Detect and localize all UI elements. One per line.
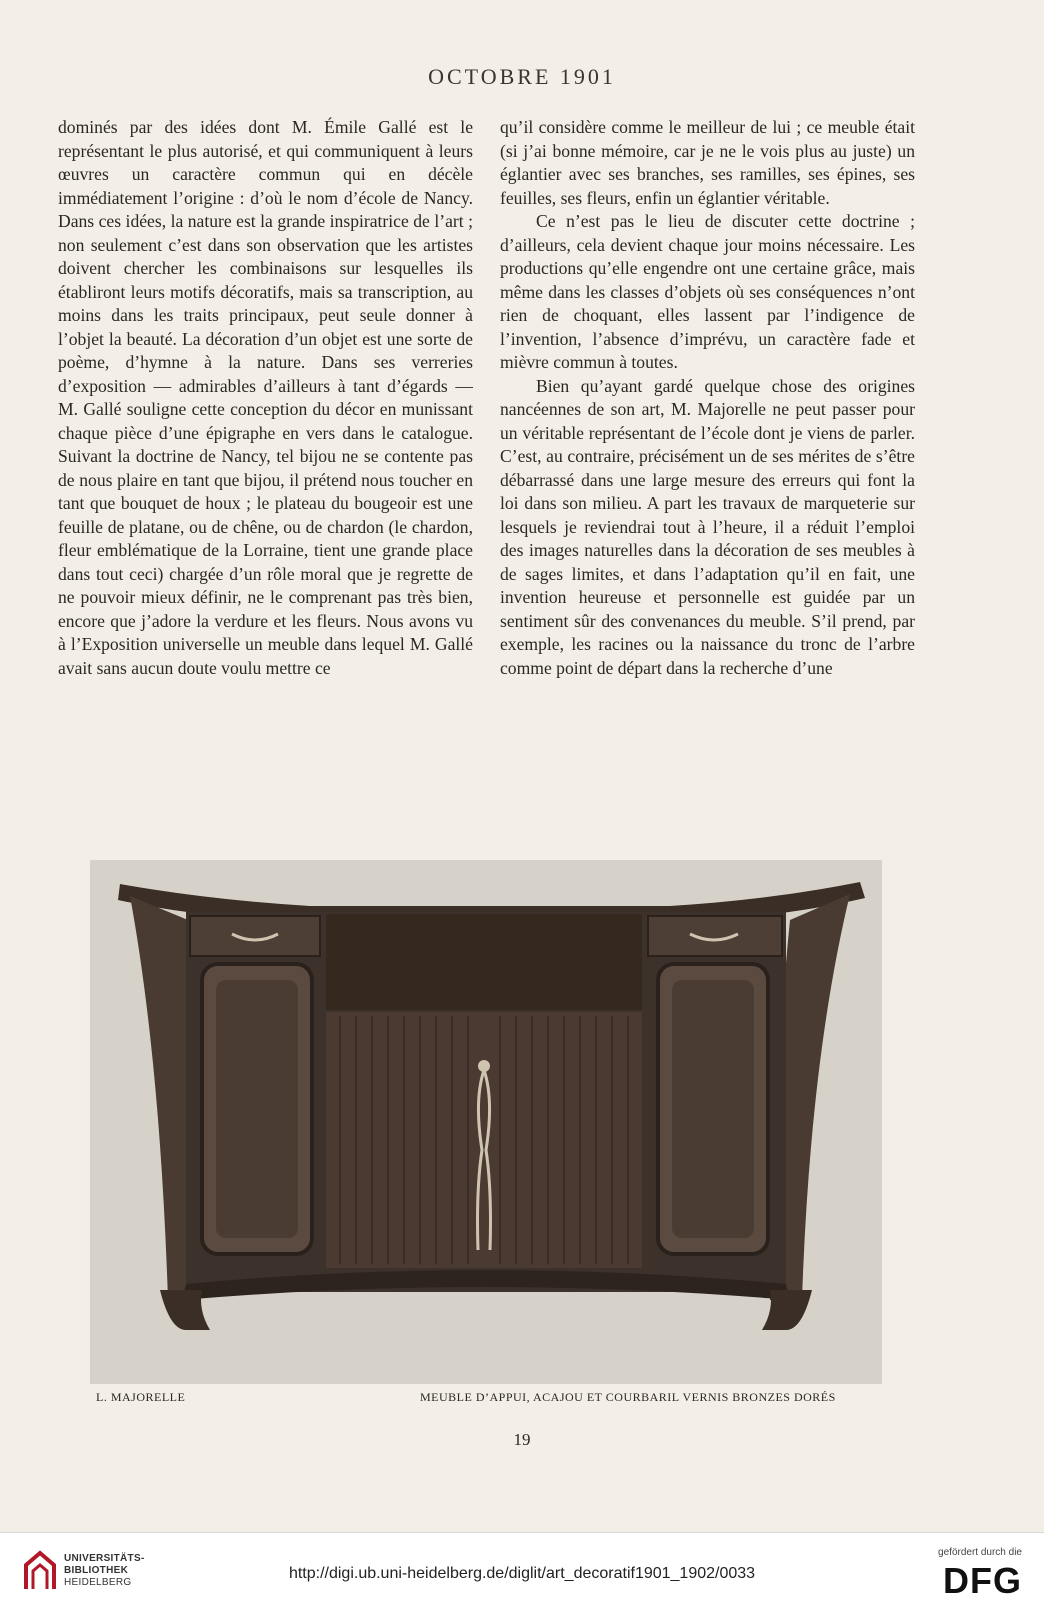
funder-label: gefördert durch die	[938, 1547, 1022, 1558]
right-paragraph-3: Bien qu’ayant gardé quelque chose des origines nancéennes de son art, M. Majorelle ne peut passer pour un véritable représentant de l’école dont je viens de parler. C’est, au contraire, précisément un de ses mérites de s’être débarrassé dans une large mesure des erreurs qui font la loi dans son milieu. A part les travaux de marqueterie sur lesquels je reviendrai tout à l’heure, il a réduit l’emploi des images naturelles dans la décoration de ses meubles à de sages limites, et dans l’adaptation qu’il en fait, une invention heureuse et personnelle est guidée par un sentiment sûr des convenances du meuble. S’il prend, par exemple, les racines ou la naissance du tronc de l’arbre comme point de départ dans la recherche d’une	[500, 375, 915, 678]
sideboard-illustration	[90, 860, 882, 1384]
central-tambour	[326, 1012, 642, 1268]
caption-description: MEUBLE D’APPUI, ACAJOU ET COURBARIL VERNIS BRONZES DORÉS	[420, 1390, 836, 1404]
central-upper-panel	[326, 914, 642, 1010]
left-drawer	[190, 916, 320, 956]
university-line-2: BIBLIOTHEK	[64, 1565, 129, 1576]
university-line-1: UNIVERSITÄTS-	[64, 1553, 145, 1564]
dfg-logo: DFG	[943, 1560, 1022, 1601]
left-paragraph-1: dominés par des idées dont M. Émile Gallé est le représentant le plus autorisé, et qui communiquent à leurs œuvres un caractère commun qui en décèle immédiatement l’origine : d’où le nom d’école de Nancy. Dans ces idées, la nature est la grande inspiratrice de l’art ; non seulement c’est dans son observation que les artistes doivent chercher les combinaisons sur lesquelles ils établiront leurs motifs décoratifs, mais sa transcription, au moins dans les traits principaux, peut seule donner à l’objet la beauté. La décoration d’un objet est une sorte de poème, d’hymne à la nature. Dans ses verreries d’exposition — admirables d’ailleurs à tant d’égards — M. Gallé souligne cette conception du décor en munissant chaque pièce d’une épigraphe en vers dans le catalogue. Suivant la doctrine de Nancy, tel bijou ne se contente pas de nous plaire en tant que bijou, il prétend nous toucher en tant que bouquet de houx ; le plateau du bougeoir est une feuille de platane, ou de chêne, ou de chardon (le chardon, fleur emblématique de la Lorraine, tient une grande place dans tout ceci) chargée d’un rôle moral que je regrette de ne pouvoir mieux définir, ne le comprenant pas très bien, encore que j’adore la verdure et les fleurs. Nous avons vu à l’Exposition universelle un meuble dans lequel M. Gallé avait sans aucun doute voulu mettre ce	[58, 117, 473, 678]
right-door-panel	[672, 980, 754, 1238]
page-number: 19	[513, 1430, 531, 1449]
right-drawer	[648, 916, 782, 956]
running-head: OCTOBRE 1901	[428, 64, 616, 89]
right-column	[500, 116, 915, 680]
permalink-url[interactable]: http://digi.ub.uni-heidelberg.de/diglit/art_decoratif1901_1902/0033	[288, 1565, 756, 1582]
right-paragraph-2: Ce n’est pas le lieu de discuter cette doctrine ; d’ailleurs, cela devient chaque jour moins nécessaire. Les productions qu’elle engendre ont une certaine grâce, mais même dans les classes d’objets où ses conséquences n’ont rien de choquant, elles lassent par l’indigence de l’invention, l’absence d’imprévu, un caractère fade et mièvre commun à toutes.	[500, 211, 915, 372]
furniture-photograph	[90, 860, 882, 1384]
caption-artist: L. MAJORELLE	[96, 1390, 186, 1404]
left-column	[58, 116, 473, 680]
left-door-panel	[216, 980, 298, 1238]
digitization-footer	[0, 1532, 1044, 1611]
bronze-ornament-top	[478, 1060, 490, 1072]
right-paragraph-1: qu’il considère comme le meilleur de lui ; ce meuble était (si j’ai bonne mémoire, car je ne le vois plus au juste) un églantier avec ses branches, ses ramilles, ses épines, ses feuilles, ses fleurs, enfin un églantier véritable.	[500, 117, 915, 208]
university-line-3: HEIDELBERG	[64, 1577, 132, 1588]
